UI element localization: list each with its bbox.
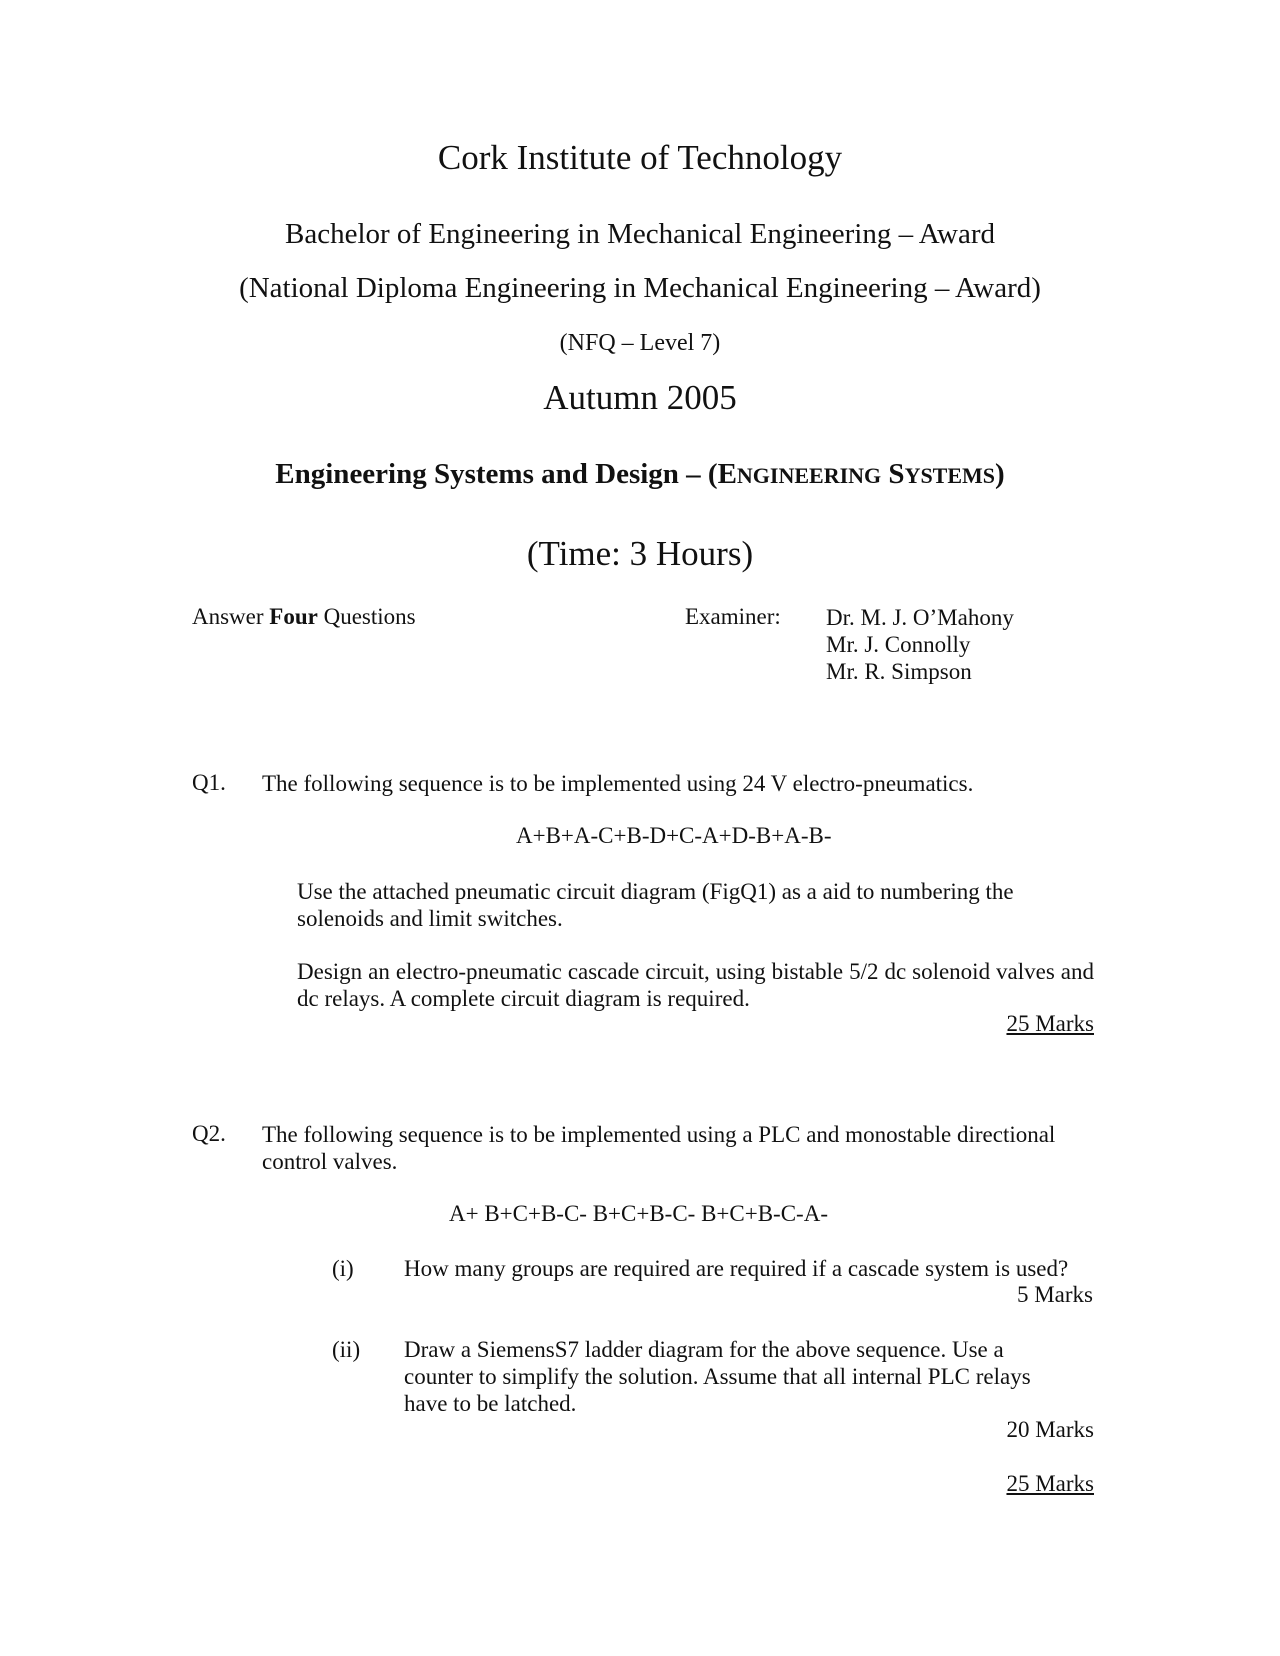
q1-para1 bbox=[297, 878, 1014, 932]
q2-part-i-label: (i) bbox=[332, 1256, 354, 1281]
q2-part-ii-line1: Draw a SiemensS7 ladder diagram for the above sequence. Use a bbox=[404, 1337, 1004, 1362]
q2-sequence: A+ B+C+B-C- B+C+B-C- B+C+B-C-A- bbox=[449, 1201, 828, 1226]
degree-title: Bachelor of Engineering in Mechanical Engineering – Award bbox=[284, 218, 995, 250]
answer-instruction bbox=[192, 604, 416, 630]
subject-e-cap: E bbox=[717, 458, 737, 490]
q2-intro-line2: control valves. bbox=[262, 1149, 398, 1174]
q2-part-i-text: How many groups are required are required if a cascade system is used? bbox=[404, 1256, 1069, 1281]
q2-part-ii-label: (ii) bbox=[332, 1337, 361, 1362]
q2-part-ii-line2: counter to simplify the solution. Assume that all internal PLC relays bbox=[404, 1364, 1031, 1389]
q2-part-ii-marks: 20 Marks bbox=[1006, 1417, 1094, 1442]
answer-suffix: Questions bbox=[323, 604, 416, 629]
q1-marks: 25 Marks bbox=[1006, 1011, 1094, 1036]
examiner-label: Examiner: bbox=[685, 604, 781, 629]
answer-prefix: Answer bbox=[192, 604, 264, 629]
examiner-name: Dr. M. J. O’Mahony bbox=[826, 605, 1014, 630]
subject-title bbox=[0, 458, 1280, 491]
subject-s-rest: YSTEMS bbox=[904, 463, 996, 488]
subject-prefix: Engineering Systems and Design – ( bbox=[275, 458, 718, 490]
q1-para2: Design an electro-pneumatic cascade circuit, using bistable 5/2 dc solenoid valves and dc relays. A complete circuit diagram is required. bbox=[297, 959, 1094, 1011]
q2-intro-line1: The following sequence is to be implemented using a PLC and monostable directional bbox=[262, 1122, 1056, 1147]
examiner-name: Mr. R. Simpson bbox=[826, 659, 972, 684]
nfq-level: (NFQ – Level 7) bbox=[559, 330, 721, 356]
q1-sequence: A+B+A-C+B-D+C-A+D-B+A-B- bbox=[516, 823, 832, 848]
q1-para1-line2: solenoids and limit switches. bbox=[297, 906, 563, 931]
q1-number: Q1. bbox=[192, 770, 226, 795]
q2-part-ii-line3: have to be latched. bbox=[404, 1391, 577, 1416]
q2-part-i-marks: 5 Marks bbox=[1016, 1282, 1093, 1307]
subject-e-rest: NGINEERING bbox=[736, 463, 882, 488]
subject-s-cap: S bbox=[888, 458, 905, 490]
q1-para1-line1: Use the attached pneumatic circuit diagram (FigQ1) as a aid to numbering the bbox=[297, 879, 1014, 904]
subject-suffix: ) bbox=[995, 458, 1005, 490]
institution-title: Cork Institute of Technology bbox=[437, 138, 843, 177]
degree-alt-title: (National Diploma Engineering in Mechanical Engineering – Award) bbox=[239, 272, 1041, 304]
exam-duration: (Time: 3 Hours) bbox=[526, 534, 754, 573]
exam-session: Autumn 2005 bbox=[543, 378, 737, 417]
q2-number: Q2. bbox=[192, 1121, 226, 1146]
examiner-name: Mr. J. Connolly bbox=[826, 632, 971, 657]
examiner-list bbox=[826, 604, 1014, 685]
q2-total-marks: 25 Marks bbox=[1006, 1471, 1094, 1496]
q1-intro: The following sequence is to be implemented using 24 V electro-pneumatics. bbox=[262, 771, 974, 796]
q2-part-ii-text bbox=[404, 1336, 1031, 1417]
answer-count: Four bbox=[269, 604, 318, 629]
q2-intro bbox=[262, 1121, 1055, 1175]
